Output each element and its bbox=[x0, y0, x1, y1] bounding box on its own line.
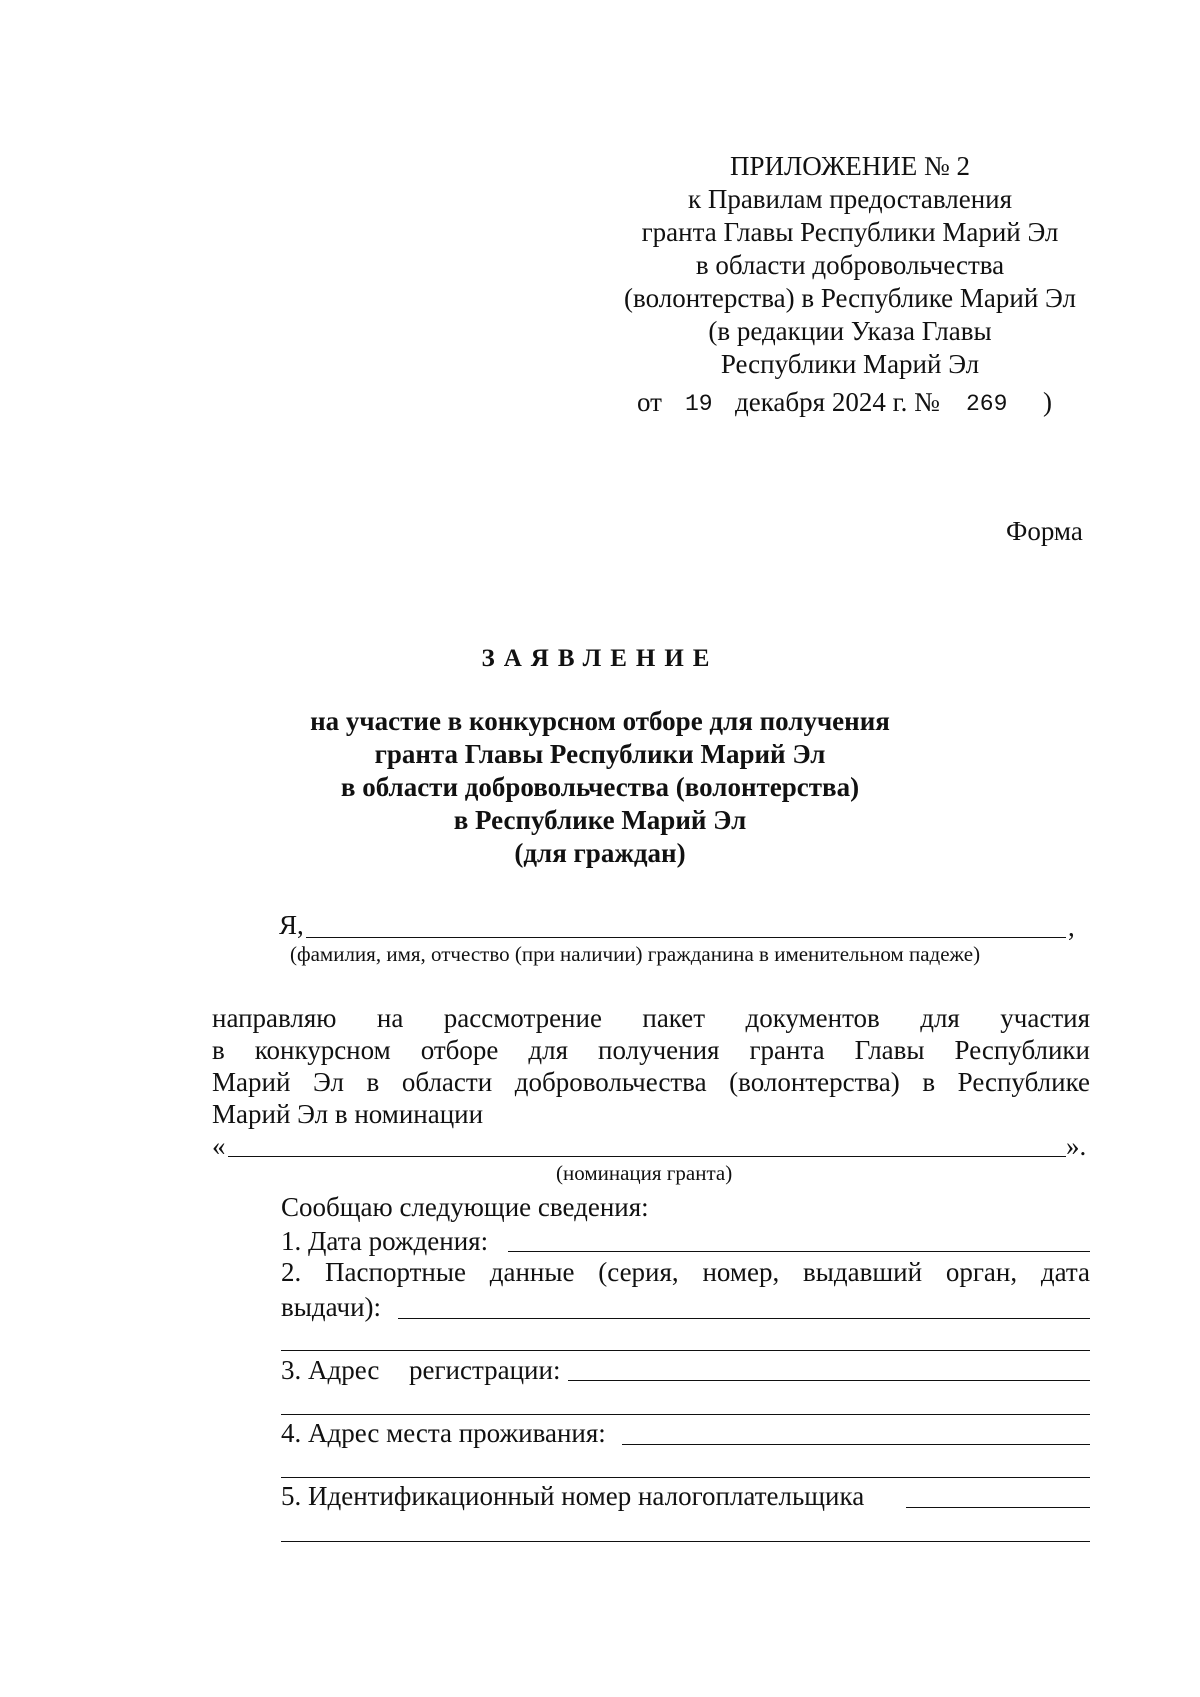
paragraph-line: направляю на рассмотрение пакет документов для участия bbox=[212, 1003, 1090, 1033]
nomination-field[interactable] bbox=[228, 1156, 1066, 1157]
paragraph-line: Марий Эл в области добровольчества (волонтерства) в Республике bbox=[212, 1067, 1090, 1097]
decree-closing-bracket: ) bbox=[1043, 387, 1052, 417]
appendix-line: в области добровольчества bbox=[695, 250, 1005, 280]
statement-paragraph bbox=[212, 1002, 1090, 1130]
residence-address-label: 4. Адрес места проживания: bbox=[281, 1418, 606, 1448]
subtitle-line: на участие в конкурсном отборе для получения bbox=[310, 706, 890, 736]
inn-field-continuation[interactable] bbox=[281, 1541, 1090, 1542]
decree-day: 19 bbox=[685, 391, 713, 417]
appendix-line: к Правилам предоставления bbox=[687, 184, 1013, 214]
applicant-suffix: , bbox=[1068, 912, 1075, 942]
form-label: Форма bbox=[1006, 516, 1083, 546]
appendix-line: (волонтерства) в Республике Марий Эл bbox=[624, 283, 1076, 313]
info-intro: Сообщаю следующие сведения: bbox=[281, 1192, 649, 1222]
residence-address-field-continuation[interactable] bbox=[281, 1477, 1090, 1478]
reg-address-label: регистрации: bbox=[409, 1355, 561, 1385]
passport-label-line2: выдачи): bbox=[281, 1292, 382, 1322]
nomination-open-quote: « bbox=[212, 1131, 226, 1161]
appendix-line: ПРИЛОЖЕНИЕ № 2 bbox=[729, 151, 971, 181]
document-title: ЗАЯВЛЕНИЕ bbox=[481, 645, 719, 672]
inn-field[interactable] bbox=[906, 1507, 1090, 1508]
nomination-caption: (номинация гранта) bbox=[556, 1161, 733, 1185]
reg-address-field[interactable] bbox=[568, 1380, 1090, 1381]
applicant-prefix: Я, bbox=[279, 910, 304, 940]
appendix-line: гранта Главы Республики Марий Эл bbox=[641, 217, 1059, 247]
inn-label: 5. Идентификационный номер налогоплательщика bbox=[281, 1481, 865, 1511]
decree-month-year: декабря 2024 г. № bbox=[735, 387, 940, 417]
subtitle-line: в Республике Марий Эл bbox=[453, 805, 747, 835]
residence-address-field[interactable] bbox=[622, 1444, 1090, 1445]
appendix-line: Республики Марий Эл bbox=[720, 349, 980, 379]
appendix-line: (в редакции Указа Главы bbox=[708, 316, 992, 346]
appendix-header bbox=[590, 150, 1110, 381]
birth-date-field[interactable] bbox=[508, 1251, 1090, 1252]
passport-field[interactable] bbox=[398, 1318, 1090, 1319]
paragraph-line: Марий Эл в номинации bbox=[212, 1099, 484, 1129]
paragraph-line: в конкурсном отборе для получения гранта Главы Республики bbox=[212, 1035, 1090, 1065]
decree-number: 269 bbox=[966, 391, 1008, 417]
reg-address-label-number: 3. Адрес bbox=[281, 1355, 380, 1385]
reg-address-field-continuation[interactable] bbox=[281, 1414, 1090, 1415]
nomination-close-quote: ». bbox=[1066, 1131, 1087, 1161]
applicant-caption: (фамилия, имя, отчество (при наличии) гражданина в именительном падеже) bbox=[290, 942, 981, 966]
birth-date-label: 1. Дата рождения: bbox=[281, 1226, 489, 1256]
subtitle-line: в области добровольчества (волонтерства) bbox=[340, 772, 860, 802]
passport-label-line1: 2. Паспортные данные (серия, номер, выдавший орган, дата bbox=[281, 1257, 1090, 1287]
passport-field-continuation[interactable] bbox=[281, 1350, 1090, 1351]
document-subtitle bbox=[0, 705, 1200, 870]
subtitle-line: (для граждан) bbox=[514, 838, 686, 868]
subtitle-line: гранта Главы Республики Марий Эл bbox=[374, 739, 826, 769]
decree-date-prefix: от bbox=[637, 387, 662, 417]
applicant-name-field[interactable] bbox=[306, 937, 1066, 938]
